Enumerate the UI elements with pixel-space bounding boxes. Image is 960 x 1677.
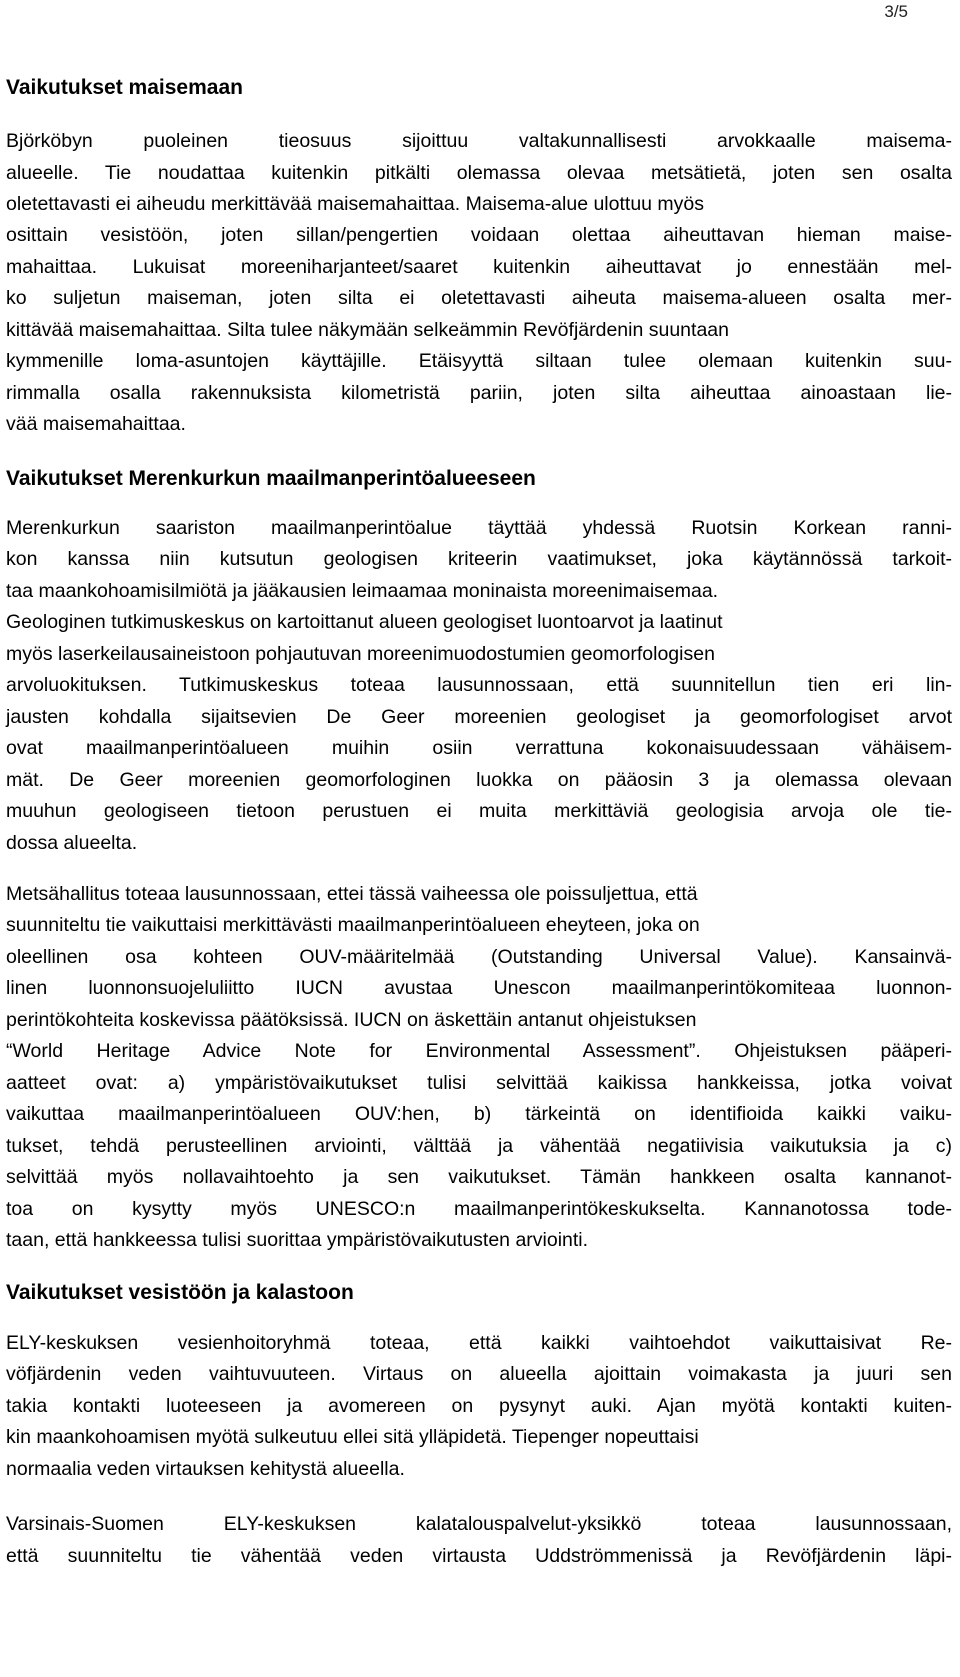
text-line: takia kontakti luoteeseen ja avomereen on pysynyt auki. Ajan myötä kontakti kuiten- [6, 1395, 952, 1417]
text-line: toa on kysytty myös UNESCO:n maailmanperintökeskukselta. Kannanotossa tode- [6, 1198, 952, 1220]
text-line: arvoluokituksen. Tutkimuskeskus toteaa lausunnossaan, että suunnitellun tien eri lin- [6, 674, 952, 696]
section-heading-world-heritage: Vaikutukset Merenkurkun maailmanperintöalueeseen [6, 467, 536, 490]
text-line: “World Heritage Advice Note for Environmental Assessment”. Ohjeistuksen pääperi- [6, 1040, 952, 1062]
text-line: alueelle. Tie noudattaa kuitenkin pitkälti olemassa olevaa metsätietä, joten sen osalta [6, 162, 952, 184]
text-line: vöfjärdenin veden vaihtuvuuteen. Virtaus on alueella ajoittain voimakasta ja juuri sen [6, 1363, 952, 1385]
text-line: ELY-keskuksen vesienhoitoryhmä toteaa, että kaikki vaihtoehdot vaikuttaisivat Re- [6, 1332, 952, 1354]
text-line: kittävää maisemahaittaa. Silta tulee näkymään selkeämmin Revöfjärdenin suuntaan [6, 319, 729, 341]
text-line: kon kanssa niin kutsutun geologisen kriteerin vaatimukset, joka käytännössä tarkoit- [6, 548, 952, 570]
text-line: muuhun geologiseen tietoon perustuen ei muita merkittäviä geologisia arvoja ole tie- [6, 800, 952, 822]
text-line: kin maankohoamisen myötä sulkeutuu ellei sitä ylläpidetä. Tiepenger nopeuttaisi [6, 1426, 699, 1448]
section-heading-waters-fish: Vaikutukset vesistöön ja kalastoon [6, 1281, 354, 1304]
text-line: myös laserkeilausaineistoon pohjautuvan moreenimuodostumien geomorfologisen [6, 643, 715, 665]
text-line: suunniteltu tie vaikuttaisi merkittävästi maailmanperintöalueen eheyteen, joka on [6, 914, 700, 936]
text-line: perintökohteita koskevissa päätöksissä. IUCN on äskettäin antanut ohjeistuksen [6, 1009, 697, 1031]
text-line: Merenkurkun saariston maailmanperintöalue täyttää yhdessä Ruotsin Korkean ranni- [6, 517, 952, 539]
text-line: että suunniteltu tie vähentää veden virtausta Uddströmmenissä ja Revöfjärdenin läpi- [6, 1545, 952, 1567]
text-line: tukset, tehdä perusteellinen arviointi, välttää ja vähentää negatiivisia vaikutuksia ja c) [6, 1135, 952, 1157]
text-line: oleellinen osa kohteen OUV-määritelmää (Outstanding Universal Value). Kansainvä- [6, 946, 952, 968]
text-line: Metsähallitus toteaa lausunnossaan, ettei tässä vaiheessa ole poissuljettua, että [6, 883, 698, 905]
text-line: oletettavasti ei aiheudu merkittävää maisemahaittaa. Maisema-alue ulottuu myös [6, 193, 705, 215]
text-line: dossa alueelta. [6, 832, 138, 854]
text-line: linen luonnonsuojeluliitto IUCN avustaa Unescon maailmanperintökomiteaa luonnon- [6, 977, 952, 999]
text-line: osittain vesistöön, joten sillan/pengertien voidaan olettaa aiheuttavan hieman maise- [6, 224, 952, 246]
text-line: jausten kohdalla sijaitsevien De Geer moreenien geologiset ja geomorfologiset arvot [6, 706, 952, 728]
text-line: aatteet ovat: a) ympäristövaikutukset tulisi selvittää kaikissa hankkeissa, jotka voivat [6, 1072, 952, 1094]
text-line: ko suljetun maiseman, joten silta ei oletettavasti aiheuta maisema-alueen osalta mer- [6, 287, 952, 309]
text-line: selvittää myös nollavaihtoehto ja sen vaikutukset. Tämän hankkeen osalta kannanot- [6, 1166, 952, 1188]
text-line: mahaittaa. Lukuisat moreeniharjanteet/saaret kuitenkin aiheuttavat jo ennestään mel- [6, 256, 952, 278]
text-line: rimmalla osalla rakennuksista kilometristä pariin, joten silta aiheuttaa ainoastaan lie- [6, 382, 952, 404]
text-line: vaikuttaa maailmanperintöalueen OUV:hen, b) tärkeintä on identifioida kaikki vaiku- [6, 1103, 952, 1125]
text-line: taan, että hankkeessa tulisi suorittaa ympäristövaikutusten arviointi. [6, 1229, 589, 1251]
text-line: Varsinais-Suomen ELY-keskuksen kalatalouspalvelut-yksikkö toteaa lausunnossaan, [6, 1513, 952, 1535]
text-line: taa maankohoamisilmiötä ja jääkausien leimaamaa moninaista moreenimaisemaa. [6, 580, 719, 602]
text-line: mät. De Geer moreenien geomorfologinen luokka on pääosin 3 ja olemassa olevaan [6, 769, 952, 791]
page-number: 3/5 [884, 2, 908, 21]
text-line: normaalia veden virtauksen kehitystä alueella. [6, 1458, 405, 1480]
text-line: kymmenille loma-asuntojen käyttäjille. Etäisyyttä siltaan tulee olemaan kuitenkin suu- [6, 350, 952, 372]
text-line: ovat maailmanperintöalueen muihin osiin verrattuna kokonaisuudessaan vähäisem- [6, 737, 952, 759]
text-line: Björköbyn puoleinen tieosuus sijoittuu valtakunnallisesti arvokkaalle maisema- [6, 130, 952, 152]
text-line: Geologinen tutkimuskeskus on kartoittanut alueen geologiset luontoarvot ja laatinut [6, 611, 723, 633]
text-line: vää maisemahaittaa. [6, 413, 186, 435]
section-heading-landscape: Vaikutukset maisemaan [6, 76, 243, 99]
